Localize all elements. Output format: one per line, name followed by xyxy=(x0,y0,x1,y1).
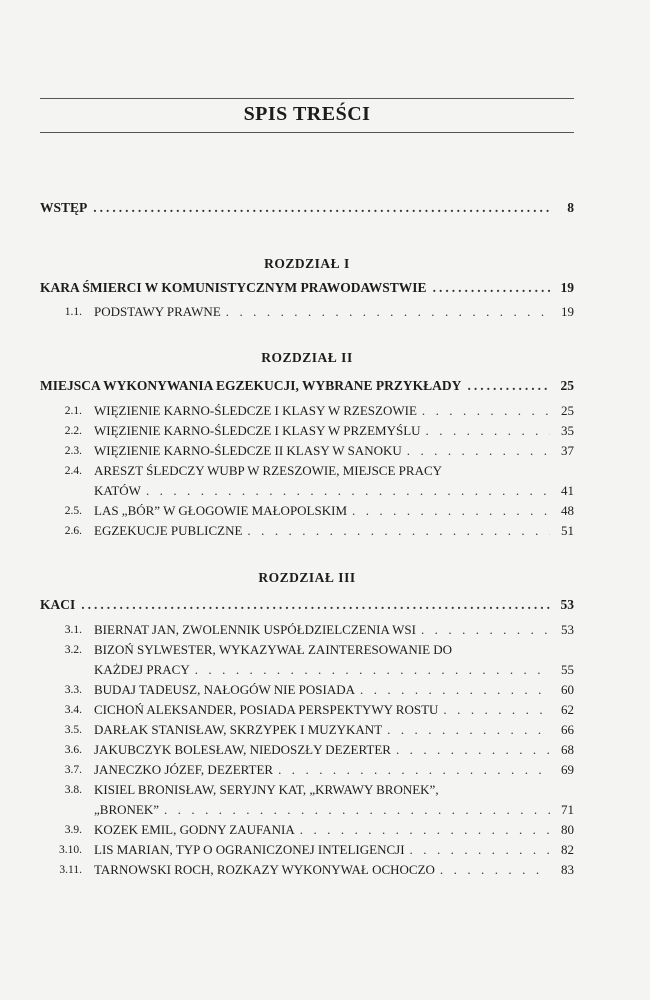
toc-page-number: 51 xyxy=(561,523,574,538)
toc-entry-label: LIS MARIAN, TYP O OGRANICZONEJ INTELIGENCJI xyxy=(94,842,405,857)
section-number: 2.3. xyxy=(64,445,82,457)
dot-leader xyxy=(421,620,550,640)
dot-leader xyxy=(81,595,550,615)
chapter-heading: ROZDZIAŁ III xyxy=(258,570,356,585)
dot-leader xyxy=(226,302,550,322)
toc-page-number: 71 xyxy=(561,802,574,817)
toc-entry-label: BIERNAT JAN, ZWOLENNIK USPÓŁDZIELCZENIA WSI xyxy=(94,622,416,637)
toc-entry-label: TARNOWSKI ROCH, ROZKAZY WYKONYWAŁ OCHOCZO xyxy=(94,862,435,877)
toc-page-number: 53 xyxy=(561,622,574,637)
section-number: 2.2. xyxy=(64,425,82,437)
toc-entry xyxy=(94,840,574,860)
toc-entry-label: CICHOŃ ALEKSANDER, POSIADA PERSPEKTYWY ROSTU xyxy=(94,702,439,717)
section-number: 2.6. xyxy=(64,525,82,537)
section-number: 2.1. xyxy=(64,405,82,417)
toc-entry xyxy=(94,740,574,760)
toc-entry-label-continued: KAŻDEJ PRACY xyxy=(94,662,190,677)
toc-page-number: 25 xyxy=(561,403,574,418)
toc-entry-label: KISIEL BRONISŁAW, SERYJNY KAT, „KRWAWY BRONEK”, xyxy=(94,782,439,797)
toc-entry-label: KARA ŚMIERCI W KOMUNISTYCZNYM PRAWODAWSTWIE xyxy=(40,280,427,295)
toc-page-number: 60 xyxy=(561,682,574,697)
toc-entry xyxy=(94,680,574,700)
toc-page-number: 80 xyxy=(561,822,574,837)
chapter-heading: ROZDZIAŁ II xyxy=(261,350,353,365)
toc-entry xyxy=(94,501,574,521)
dot-leader xyxy=(195,660,550,680)
toc-entry-label: BUDAJ TADEUSZ, NAŁOGÓW NIE POSIADA xyxy=(94,682,356,697)
toc-entry-label: KACI xyxy=(40,597,76,612)
toc-entry xyxy=(94,481,574,501)
toc-page-number: 37 xyxy=(561,443,574,458)
toc-entry-label: WSTĘP xyxy=(40,200,88,215)
toc-entry-label: MIEJSCA WYKONYWANIA EGZEKUCJI, WYBRANE PRZYKŁADY xyxy=(40,378,462,393)
section-number: 3.10. xyxy=(59,844,82,856)
toc-entry xyxy=(94,660,574,680)
toc-page-number: 55 xyxy=(561,662,574,677)
toc-entry-intro xyxy=(40,198,574,218)
dot-leader xyxy=(300,820,550,840)
dot-leader xyxy=(278,760,550,780)
toc-page-number: 19 xyxy=(560,280,574,295)
toc-entry xyxy=(94,620,574,640)
toc-entry-label: DARŁAK STANISŁAW, SKRZYPEK I MUZYKANT xyxy=(94,722,383,737)
dot-leader xyxy=(396,740,550,760)
dot-leader xyxy=(387,720,550,740)
toc-entry-label: PODSTAWY PRAWNE xyxy=(94,304,221,319)
dot-leader xyxy=(426,421,550,441)
toc-entry-label: WIĘZIENIE KARNO-ŚLEDCZE II KLASY W SANOKU xyxy=(94,443,402,458)
toc-entry xyxy=(94,760,574,780)
dot-leader xyxy=(93,198,550,218)
dot-leader xyxy=(407,441,550,461)
chapter-title-entry xyxy=(40,278,574,298)
dot-leader xyxy=(146,481,550,501)
toc-entry-label: BIZOŃ SYLWESTER, WYKAZYWAŁ ZAINTERESOWANIE DO xyxy=(94,642,453,657)
dot-leader xyxy=(410,840,550,860)
toc-entry xyxy=(94,521,574,541)
section-number: 1.1. xyxy=(64,306,82,318)
dot-leader xyxy=(467,376,550,396)
section-number: 3.2. xyxy=(64,644,82,656)
section-number: 3.8. xyxy=(64,784,82,796)
dot-leader xyxy=(360,680,550,700)
toc-page-number: 35 xyxy=(561,423,574,438)
toc-entry xyxy=(94,860,574,880)
section-number: 3.3. xyxy=(64,684,82,696)
section-number: 3.5. xyxy=(64,724,82,736)
section-number: 3.7. xyxy=(64,764,82,776)
toc-page-number: 41 xyxy=(561,483,574,498)
toc-entry xyxy=(94,401,574,421)
toc-entry-label: WIĘZIENIE KARNO-ŚLEDCZE I KLASY W RZESZOWIE xyxy=(94,403,417,418)
toc-page-number: 68 xyxy=(561,742,574,757)
chapter-title-entry xyxy=(40,595,574,615)
toc-entry-label: EGZEKUCJE PUBLICZNE xyxy=(94,523,243,538)
toc-page-number: 25 xyxy=(560,378,574,393)
toc-entry-label: WIĘZIENIE KARNO-ŚLEDCZE I KLASY W PRZEMYŚLU xyxy=(94,423,421,438)
chapter-title-entry xyxy=(40,376,574,396)
page-title: SPIS TREŚCI xyxy=(243,103,371,125)
toc-entry-label: ARESZT ŚLEDCZY WUBP W RZESZOWIE, MIEJSCE PRACY xyxy=(94,463,443,478)
section-number: 2.4. xyxy=(64,465,82,477)
toc-page-number: 53 xyxy=(560,597,574,612)
dot-leader xyxy=(422,401,550,421)
dot-leader xyxy=(164,800,550,820)
toc-page-number: 83 xyxy=(561,862,574,877)
toc-entry-label: JAKUBCZYK BOLESŁAW, NIEDOSZŁY DEZERTER xyxy=(94,742,391,757)
toc-entry xyxy=(94,700,574,720)
top-rule xyxy=(40,98,574,99)
toc-entry-label: LAS „BÓR” W GŁOGOWIE MAŁOPOLSKIM xyxy=(94,503,348,518)
toc-page-number: 48 xyxy=(561,503,574,518)
title-underline xyxy=(40,132,574,133)
toc-entry-label-continued: KATÓW xyxy=(94,483,141,498)
toc-entry xyxy=(94,421,574,441)
section-number: 3.9. xyxy=(64,824,82,836)
toc-entry-label: KOZEK EMIL, GODNY ZAUFANIA xyxy=(94,822,295,837)
toc-page-number: 19 xyxy=(561,304,574,319)
section-number: 2.5. xyxy=(64,505,82,517)
toc-entry xyxy=(94,720,574,740)
dot-leader xyxy=(352,501,550,521)
toc-page-number: 8 xyxy=(567,200,574,215)
toc-entry-label: JANECZKO JÓZEF, DEZERTER xyxy=(94,762,274,777)
dot-leader xyxy=(433,278,550,298)
toc-page-number: 82 xyxy=(561,842,574,857)
section-number: 3.4. xyxy=(64,704,82,716)
toc-entry xyxy=(94,820,574,840)
toc-page-number: 62 xyxy=(561,702,574,717)
toc-entry-label-continued: „BRONEK” xyxy=(94,802,159,817)
section-number: 3.11. xyxy=(59,864,82,876)
dot-leader xyxy=(443,700,550,720)
chapter-heading: ROZDZIAŁ I xyxy=(264,256,350,271)
toc-entry xyxy=(94,302,574,322)
dot-leader xyxy=(247,521,550,541)
dot-leader xyxy=(440,860,550,880)
toc-page-number: 69 xyxy=(561,762,574,777)
toc-entry xyxy=(94,800,574,820)
toc-entry xyxy=(94,441,574,461)
toc-page-number: 66 xyxy=(561,722,574,737)
section-number: 3.1. xyxy=(64,624,82,636)
section-number: 3.6. xyxy=(64,744,82,756)
